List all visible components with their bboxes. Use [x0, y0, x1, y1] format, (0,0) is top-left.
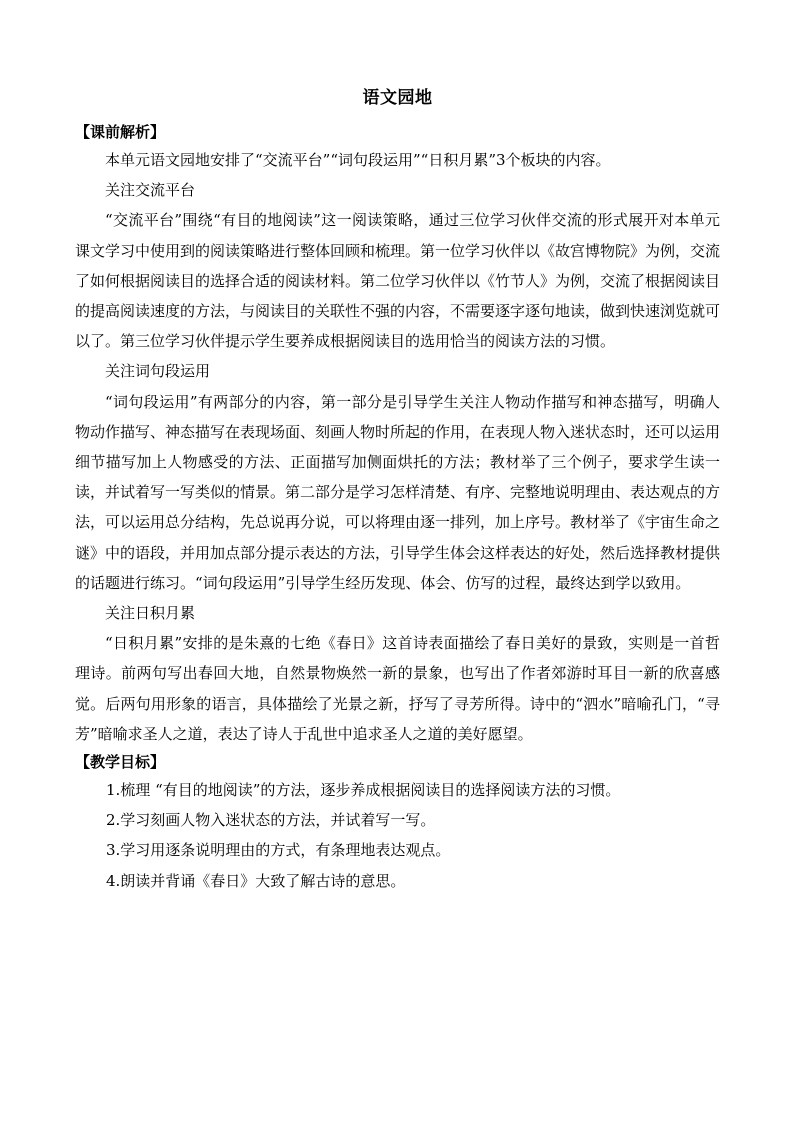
section-heading-goals: 【教学目标】: [75, 753, 166, 772]
section-heading-analysis: 【课前解析】: [75, 123, 166, 141]
goal-item-1: 1.梳理 “有目的地阅读”的方法，逐步养成根据阅读目的选择阅读方法的习惯。: [106, 781, 621, 800]
document-title: 语文园地: [362, 88, 433, 108]
subheading-usage: 关注词句段运用: [105, 362, 211, 381]
goal-item-3: 3.学习用逐条说明理由的方式，有条理地表达观点。: [106, 841, 451, 860]
subheading-platform: 关注交流平台: [105, 181, 196, 200]
subheading-accumulation: 关注日积月累: [105, 604, 196, 623]
document-body: [75, 86, 720, 896]
accumulation-paragraph: “日积月累”安排的是朱熹的七绝《春日》这首诗表面描绘了春日美好的景致，实则是一首哲理诗。前两句写出春回大地，自然景物焕然一新的景象，也写出了作者郊游时耳目一新的欣喜感觉。后两句用形象的语言，具体描绘了光景之新，抒写了寻芳所得。诗中的“泗水”暗喻孔门，“寻芳”暗喻求圣人之道，表达了诗人于乱世中追求圣人之道的美好愿望。: [75, 634, 720, 743]
goal-item-4: 4.朗读并背诵《春日》大致了解古诗的意思。: [106, 871, 406, 890]
analysis-intro: 本单元语文园地安排了“交流平台”“词句段运用”“日积月累”3个板块的内容。: [105, 151, 611, 169]
usage-paragraph: “词句段运用”有两部分的内容，第一部分是引导学生关注人物动作描写和神态描写，明确人物动作描写、神态描写在表现场面、刻画人物时所起的作用，在表现人物入迷状态时，还可以运用细节描写加上人物感受的方法、正面描写加侧面烘托的方法；教材举了三个例子，要求学生读一读，并试着写一写类似的情景。第二部分是学习怎样清楚、有序、完整地说明理由、表达观点的方法，可以运用总分结构，先总说再分说，可以将理由逐一排列，加上序号。教材举了《宇宙生命之谜》中的语段，并用加点部分提示表达的方法，引导学生体会这样表达的好处，然后选择教材提供的话题进行练习。“词句段运用”引导学生经历发现、体会、仿写的过程，最终达到学以致用。: [75, 392, 721, 592]
platform-paragraph: “交流平台”围绕“有目的地阅读”这一阅读策略，通过三位学习伙伴交流的形式展开对本单元课文学习中使用到的阅读策略进行整体回顾和梳理。第一位学习伙伴以《故宫博物院》为例，交流了如何根据阅读目的选择合适的阅读材料。第二位学习伙伴以《竹节人》为例，交流了根据阅读目的提高阅读速度的方法，与阅读目的关联性不强的内容，不需要逐字逐句地读，做到快速浏览就可以了。第三位学习伙伴提示学生要养成根据阅读目的选用恰当的阅读方法的习惯。: [75, 211, 721, 351]
goal-item-2: 2.学习刻画人物入迷状态的方法，并试着写一写。: [106, 811, 436, 830]
